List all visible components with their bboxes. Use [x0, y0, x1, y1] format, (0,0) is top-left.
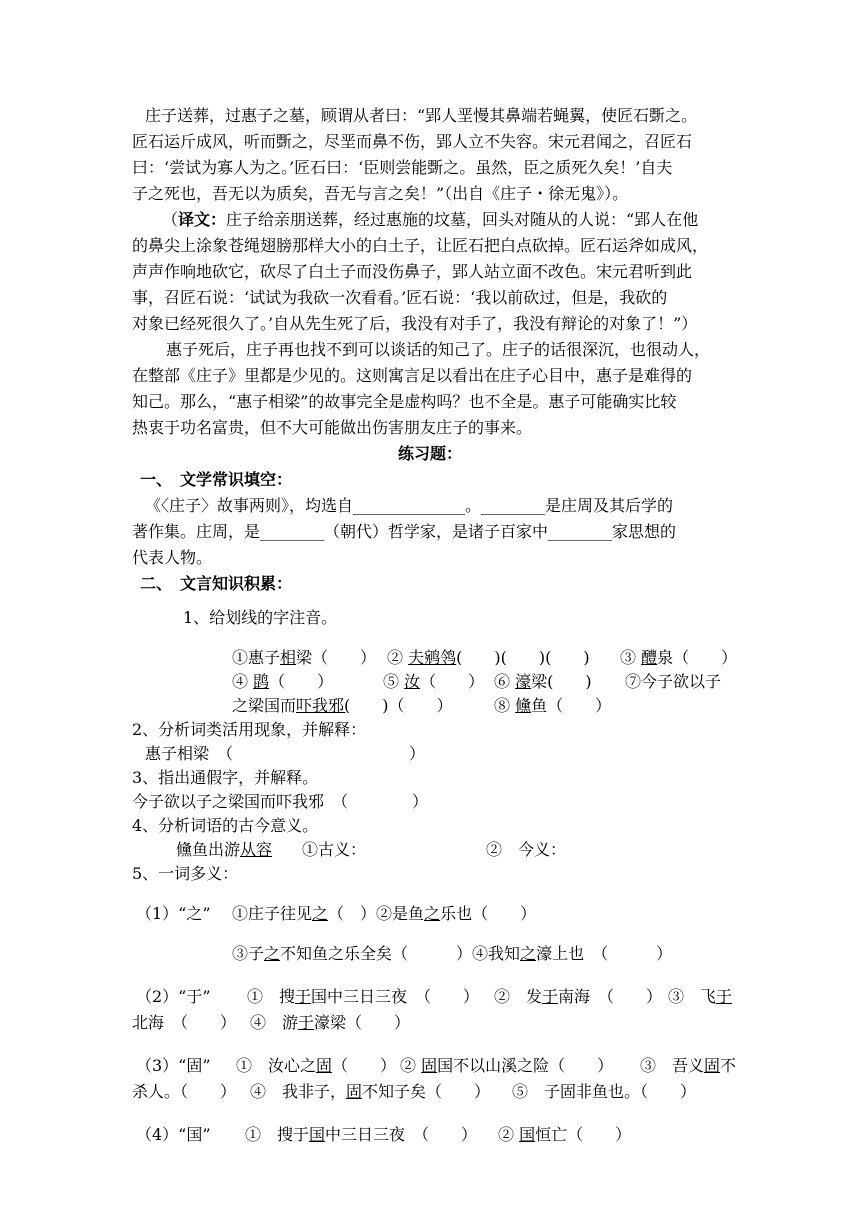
translation-line: 对象已经死很久了。’自从先生死了后，我没有对手了，我没有辩论的对象了！”）: [132, 314, 698, 333]
translation-label: 译文：: [178, 210, 227, 229]
polysemy-item: ④ 我非子，固不知子矣（ ）: [250, 1082, 491, 1101]
polysemy-group: （4）“国”: [136, 1125, 211, 1144]
pinyin-item: ⑥ 濠梁( ): [494, 672, 592, 691]
pinyin-item: ② 夫鹓鸰( )( )( ): [387, 648, 590, 667]
question-item: 今子欲以子之梁国而吓我邪 （ ）: [132, 792, 429, 811]
polysemy-item: 杀人。（ ）: [132, 1082, 237, 1101]
ancient-meaning-label: ①古义：: [302, 840, 367, 859]
pinyin-item: 之梁国而吓我邪( )（ ）: [232, 696, 453, 715]
polysemy-item: ① 汝心之固（ ）: [236, 1056, 397, 1075]
polysemy-group: （2）“于”: [136, 987, 211, 1006]
question-title: 5、一词多义：: [132, 864, 239, 883]
translation-line: 声声作响地砍它，砍尽了白土子而没伤鼻子，郢人站立面不改色。宋元君听到此: [132, 262, 693, 281]
polysemy-item: 北海 （ ）: [132, 1013, 237, 1032]
passage-line: 匠石运斤成风，听而斲之，尽垩而鼻不伤，郢人立不失容。宋元君闻之，召匠石: [132, 132, 693, 151]
polysemy-group: （1）“之”: [136, 904, 211, 923]
pinyin-item: ③ 醴泉（ ）: [620, 648, 738, 667]
passage-line: 热衷于功名富贵，但不大可能做出伤害朋友庄子的事来。: [132, 418, 533, 437]
pinyin-item: ⑧ 儵鱼（ ）: [494, 696, 612, 715]
passage-line: 惠子死后，庄子再也找不到可以谈话的知己了。庄子的话很深沉，也很动人，: [166, 340, 711, 359]
pinyin-item: ①惠子相梁（ ）: [232, 648, 377, 667]
polysemy-item: ① 搜于国中三日三夜 （ ）: [247, 987, 480, 1006]
translation-line: 事，召匠石说：‘试试为我砍一次看看。’匠石说：‘我以前砍过，但是，我砍的: [132, 288, 668, 307]
polysemy-item: ② 发于南海 （ ）: [494, 987, 663, 1006]
exercises-title: 练习题：: [397, 444, 462, 463]
question-item: 惠子相梁 （ ）: [145, 744, 426, 763]
polysemy-item: ③子之不知鱼之乐全矣（ ）④我知之濠上也 （ ）: [232, 944, 673, 963]
question-item: 儵鱼出游从容: [176, 840, 273, 859]
translation-line: 的鼻尖上涂象苍绳翅膀那样大小的白土子，让匠石把白点砍掉。匠石运斧如成风，: [132, 236, 709, 255]
polysemy-item: ② 固国不以山溪之险（ ）: [400, 1056, 614, 1075]
question-title: 1、给划线的字注音。: [183, 608, 338, 627]
passage-line: 子之死也，吾无以为质矣，吾无与言之矣！”（出自《庄子・徐无鬼》）。: [132, 184, 629, 203]
passage-line: 知己。那么，“惠子相梁”的故事完全是虚构吗？也不全是。惠子可能确实比较: [132, 392, 677, 411]
modern-meaning-label: ② 今义：: [486, 840, 567, 859]
translation-line: [162, 208, 698, 232]
pinyin-item: ⑤ 汝（ ）: [383, 672, 485, 691]
open-paren: （: [162, 210, 179, 229]
polysemy-item: ② 国恒亡（ ）: [498, 1125, 632, 1144]
fill-blank-line: 著作集。庄周，是________（朝代）哲学家，是诸子百家中________家思想的: [132, 522, 677, 541]
question-title: 2、分析词类活用现象，并解释：: [132, 720, 367, 739]
section-heading: 二、 文言知识积累：: [140, 574, 293, 593]
polysemy-item: ⑤ 子固非鱼也。（ ）: [512, 1082, 697, 1101]
polysemy-item: ③ 吾义固不: [640, 1056, 737, 1075]
polysemy-item: ④ 游于濠梁（ ）: [250, 1013, 411, 1032]
polysemy-group: （3）“固”: [136, 1056, 211, 1075]
translation-text: 庄子给亲朋送葬，经过惠施的坟墓，回头对随从的人说：“郢人在他: [226, 210, 699, 229]
polysemy-item: ③ 飞于: [668, 987, 733, 1006]
fill-blank-line: 《〈庄子〉故事两则》，均选自______________。________是庄周及其后学的: [145, 496, 674, 515]
fill-blank-line: 代表人物。: [132, 548, 213, 567]
passage-line: 庄子送葬，过惠子之墓，顾谓从者曰：“郢人垩慢其鼻端若蝇翼，使匠石斲之。: [145, 106, 698, 125]
pinyin-item: ④ 鹍（ ）: [232, 672, 334, 691]
question-title: 4、分析词语的古今意义。: [132, 816, 319, 835]
polysemy-item: ① 搜于国中三日三夜 （ ）: [245, 1125, 478, 1144]
section-heading: 一、 文学常识填空：: [140, 470, 293, 489]
polysemy-item: ①庄子往见之（ ）②是鱼之乐也（ ）: [232, 904, 537, 923]
question-title: 3、指出通假字，并解释。: [132, 768, 319, 787]
passage-line: 曰：‘尝试为寡人为之。’匠石曰：‘臣则尝能斲之。虽然，臣之质死久矣！’自夫: [132, 158, 673, 177]
pinyin-item: ⑦今子欲以子: [625, 672, 722, 691]
passage-line: 在整部《庄子》里都是少见的。这则寓言足以看出在庄子心目中，惠子是难得的: [132, 366, 693, 385]
